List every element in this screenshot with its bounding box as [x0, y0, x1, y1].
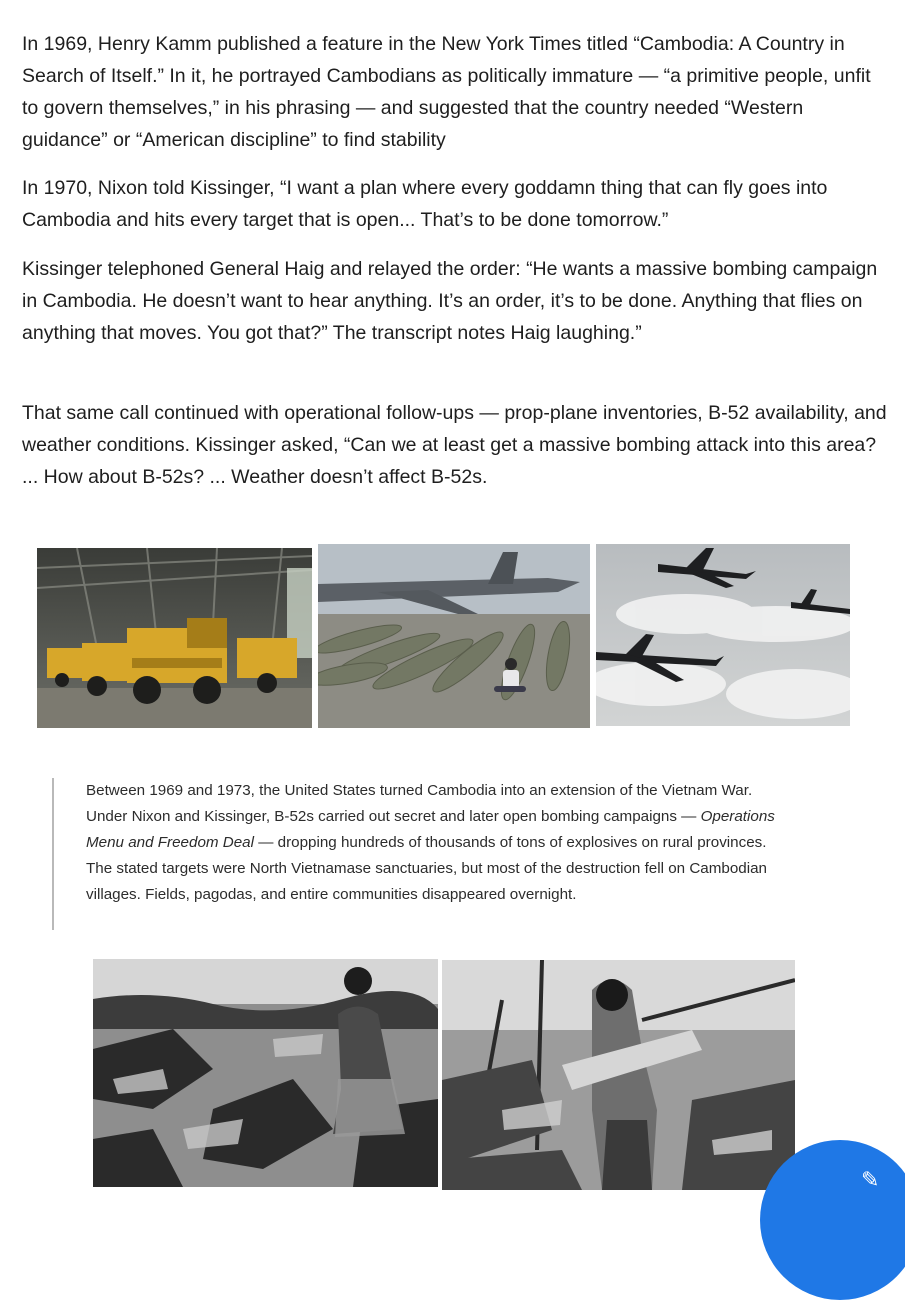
edit-icon: ✎	[861, 1168, 880, 1193]
quote-operations-names: Operations Menu and Freedom Deal	[86, 808, 775, 851]
quote-text	[86, 778, 792, 908]
photo-b52-bombs	[318, 544, 590, 728]
paragraph-kamm-1969: In 1969, Henry Kamm published a feature in the New York Times titled “Cambodia: A Country in Search of Itself.” In it, he portrayed Cambodians as politically immature — “a primitive people, unfit to govern themselves,” in his phrasing — and suggested that the country needed “Western guidance” or “American discipline” to find stability	[22, 33, 871, 151]
photo-ruins-woman-left	[93, 959, 438, 1187]
paragraph-kissinger-haig: Kissinger telephoned General Haig and relayed the order: “He wants a massive bombing campaign in Cambodia. He doesn’t want to hear anything. It’s an order, it’s to be done. Anything that flies on anything that moves. You got that?” The transcript notes Haig laughing.”	[22, 258, 878, 344]
paragraph-nixon-1970: In 1970, Nixon told Kissinger, “I want a plan where every goddamn thing that can fly goes into Cambodia and hits every target that is open... That’s to be done tomorrow.”	[22, 177, 828, 231]
quote-text-start: Between 1969 and 1973, the United States turned Cambodia into an extension of the Vietnam War. Under Nixon and Kissinger, B-52s carried out secret and later open bombing campaigns —	[86, 782, 753, 825]
quote-text-end: — dropping hundreds of thousands of tons of explosives on rural provinces. The stated targets were North Vietnamase sanctuaries, but most of the destruction fell on Cambodian villages. Fields, pagodas, and entire communities disappeared overnight.	[86, 834, 767, 903]
blockquote-bombing-campaign	[52, 778, 792, 930]
photo-ruins-woman-right	[442, 960, 795, 1190]
photo-bombers-sky	[596, 544, 850, 726]
floating-action-button[interactable]	[760, 1140, 905, 1300]
paragraph-follow-ups: That same call continued with operational follow-ups — prop-plane inventories, B-52 availability, and weather conditions. Kissinger asked, “Can we at least get a massive bombing attack into this area? ... How about B-52s? ... Weather doesn’t affect B-52s.	[22, 402, 887, 488]
photo-trucks-hangar	[37, 548, 312, 728]
